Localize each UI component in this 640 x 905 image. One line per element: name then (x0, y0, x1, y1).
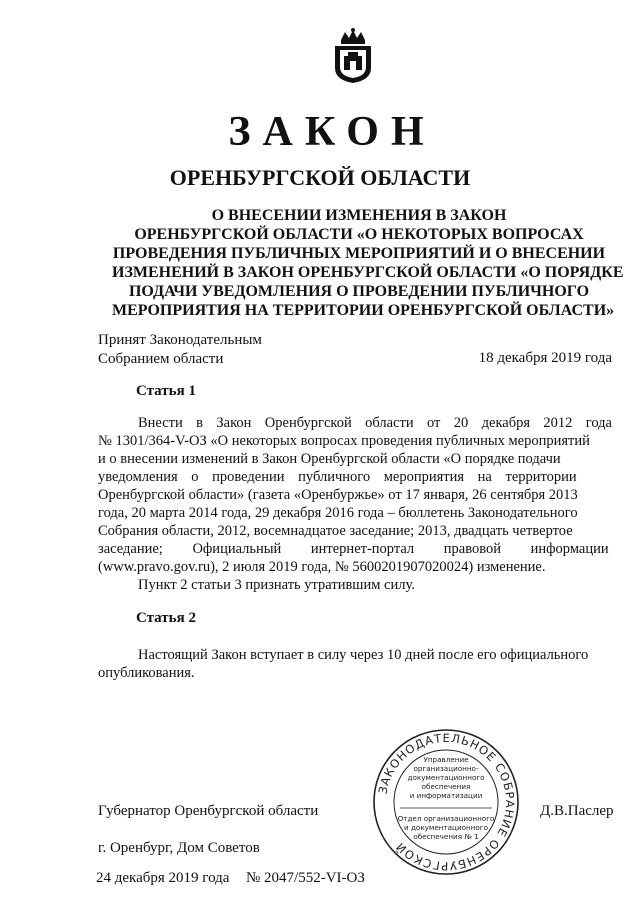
law-heading (112, 206, 624, 320)
stamp-center-line: организационно- (413, 764, 479, 773)
body-line: Настоящий Закон вступает в силу через 10 дней после его официального (138, 647, 589, 663)
body-line: № 1301/364-V-ОЗ «О некоторых вопросах проведения публичных мероприятий (98, 433, 590, 449)
heading-line: ОРЕНБУРГСКОЙ ОБЛАСТИ «О НЕКОТОРЫХ ВОПРОСАХ (134, 226, 584, 243)
stamp-center-line: и информатизации (409, 791, 483, 800)
body-word: Внести (138, 415, 183, 431)
body-line: уведомления о проведении публичного мероприятия на территории (98, 469, 577, 485)
body-line: Собрания области, 2012, восемнадцатое заседание; 2013, двадцать четвертое (98, 523, 573, 539)
body-line-text (138, 414, 612, 432)
document-title: ЗАКОН (228, 109, 436, 155)
heading-line: О ВНЕСЕНИИ ИЗМЕНЕНИЯ В ЗАКОН (211, 207, 507, 224)
signing-place: г. Оренбург, Дом Советов (98, 840, 260, 856)
stamp-bottom-line: и документационного (404, 823, 488, 832)
body-line: (www.pravo.gov.ru), 2 июля 2019 года, № 5600201907020024) изменение. (98, 559, 546, 575)
body-word: от (426, 415, 441, 431)
signatory-name: Д.В.Паслер (540, 803, 614, 819)
body-line: Пункт 2 статьи 3 признать утратившим силу. (138, 577, 415, 593)
adoption-date: 18 декабря 2019 года (478, 350, 612, 366)
stamp-bottom-line: Отдел организационного (397, 814, 495, 823)
article-1-body (98, 414, 612, 594)
article-2-body (98, 646, 612, 682)
heading-line: ПОДАЧИ УВЕДОМЛЕНИЯ О ПРОВЕДЕНИИ ПУБЛИЧНОГО (128, 283, 590, 300)
body-word: декабря (481, 415, 530, 431)
stamp-bottom-line: обеспечения № 1 (413, 832, 479, 841)
law-number: № 2047/552-VI-ОЗ (246, 870, 365, 886)
body-word: 20 (453, 415, 469, 431)
stamp-ring-text: ЗАКОНОДАТЕЛЬНОЕ СОБРАНИЕ ОРЕНБУРГСКОЙ (375, 730, 518, 874)
body-line (98, 414, 612, 432)
body-word: Оренбургской (264, 415, 352, 431)
body-line: Оренбургской области» (газета «Оренбуржье» от 17 января, 26 сентября 2013 (98, 487, 578, 503)
document-subtitle: ОРЕНБУРГСКОЙ ОБЛАСТИ (169, 165, 471, 190)
heading-line: ПРОВЕДЕНИЯ ПУБЛИЧНЫХ МЕРОПРИЯТИЙ И О ВНЕСЕНИИ (112, 245, 606, 262)
adoption-note (98, 331, 262, 369)
body-word: года (585, 415, 612, 431)
body-line: года, 20 марта 2014 года, 29 декабря 2016 года – бюллетень Законодательного (98, 505, 578, 521)
heading-line: ИЗМЕНЕНИЙ В ЗАКОН ОРЕНБУРГСКОЙ ОБЛАСТИ «О ПОРЯДКЕ (112, 264, 624, 281)
adoption-line: Собранием области (98, 351, 224, 367)
stamp-center-line: документационного (407, 773, 485, 782)
body-line: опубликования. (98, 665, 195, 681)
body-word: области (365, 415, 414, 431)
article-1-title: Статья 1 (136, 383, 196, 399)
body-word: 2012 (543, 415, 573, 431)
official-stamp (372, 728, 520, 876)
article-2-title: Статья 2 (136, 610, 196, 626)
signatory-position: Губернатор Оренбургской области (98, 803, 319, 819)
adoption-line: Принят Законодательным (98, 332, 262, 348)
stamp-center-line: Управление (423, 755, 469, 764)
signing-date: 24 декабря 2019 года (96, 870, 230, 886)
heading-line: МЕРОПРИЯТИЯ НА ТЕРРИТОРИИ ОРЕНБУРГСКОЙ ОБЛАСТИ» (112, 302, 615, 319)
stamp-center-line: обеспечения (421, 782, 471, 791)
coat-of-arms-emblem (331, 28, 375, 84)
body-line: заседание; Официальный интернет-портал правовой информации (98, 541, 609, 557)
body-word: в (196, 415, 203, 431)
svg-text:ЗАКОНОДАТЕЛЬНОЕ СОБРАНИЕ ОРЕНБ (376, 731, 518, 873)
body-word: Закон (216, 415, 252, 431)
body-line: и о внесении изменений в Закон Оренбургской области «О порядке подачи (98, 451, 561, 467)
